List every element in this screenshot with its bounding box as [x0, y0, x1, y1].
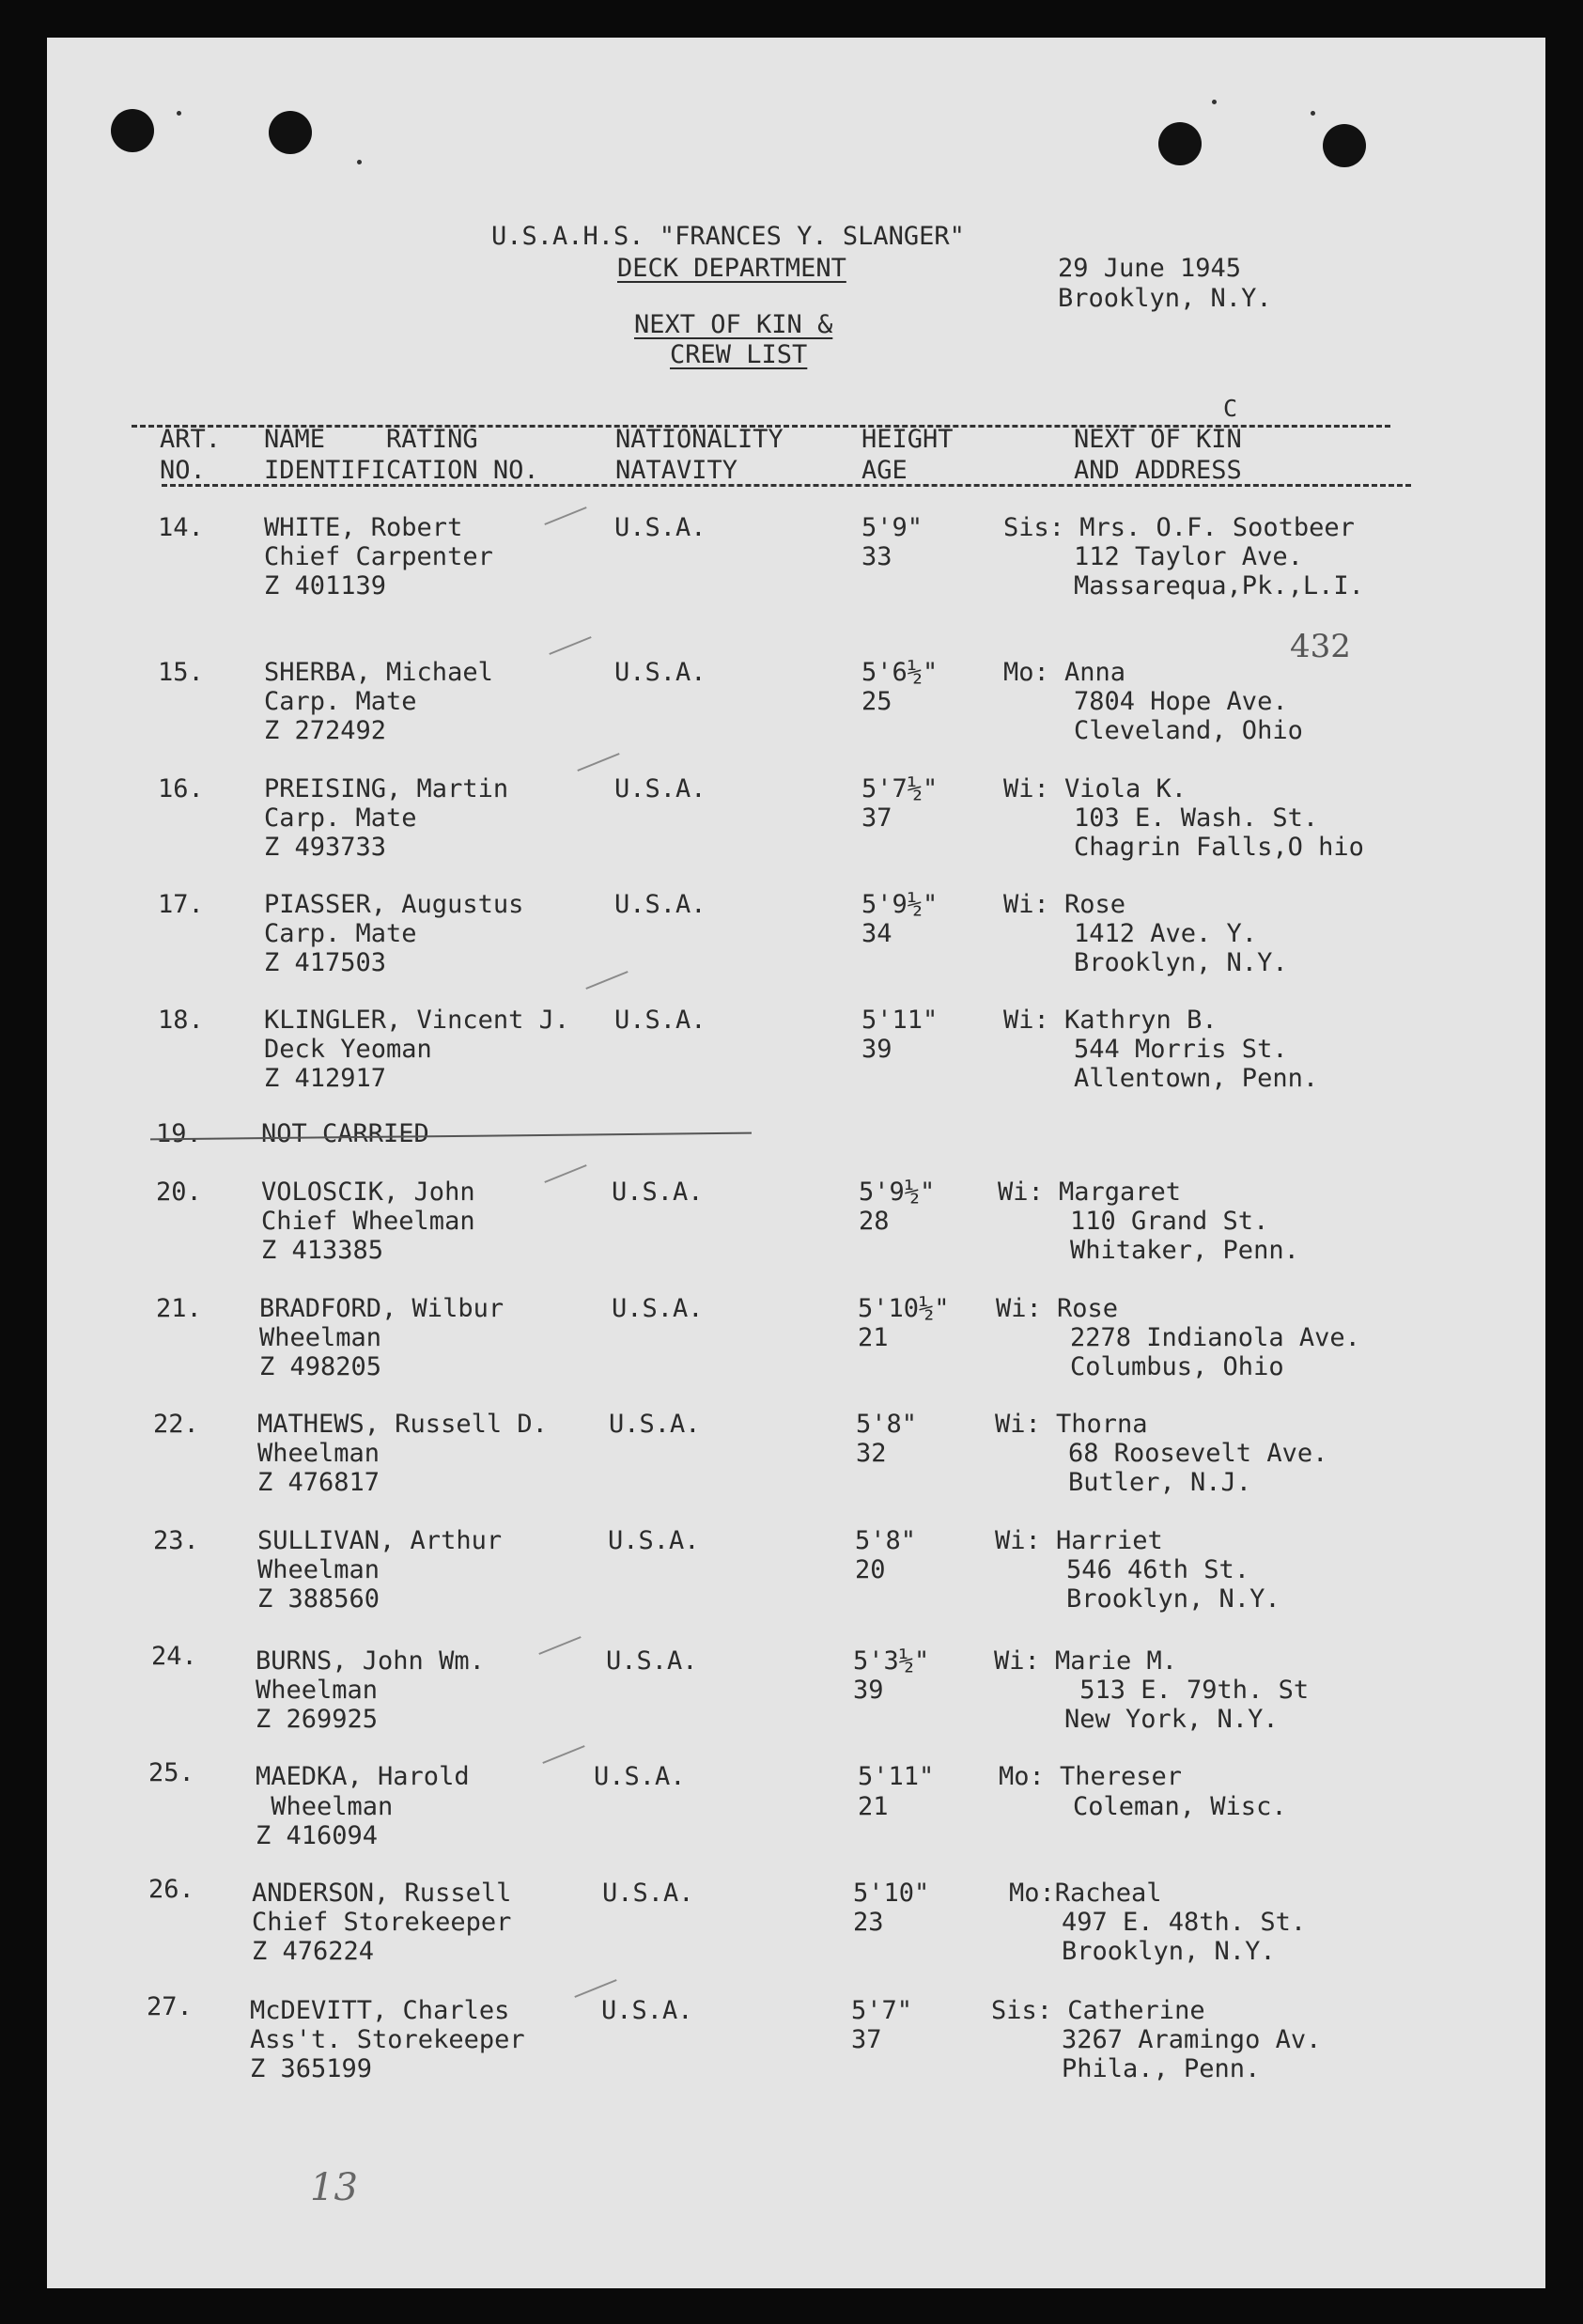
entry-name: VOLOSCIK, John [261, 1178, 475, 1207]
entry-height: 5'7½" [861, 774, 939, 803]
entry-age: 37 [851, 2025, 882, 2054]
entry-rating: Chief Storekeeper [252, 1908, 512, 1937]
entry-rating: Carp. Mate [264, 919, 417, 948]
entry-next-of-kin: Wi: Thorna [995, 1410, 1148, 1439]
entry-name: NOT CARRIED [261, 1119, 429, 1148]
document-date: 29 June 1945 [1058, 254, 1242, 283]
entry-id: Z 413385 [261, 1236, 384, 1265]
entry-age: 32 [856, 1439, 887, 1468]
entry-id: Z 498205 [259, 1352, 382, 1381]
entry-address-line-2: Allentown, Penn. [1074, 1064, 1319, 1093]
entry-age: 20 [855, 1555, 886, 1584]
entry-number: 15. [158, 658, 204, 687]
col-height-line-2: AGE [861, 456, 908, 485]
speck [1212, 100, 1217, 104]
punch-hole [269, 111, 312, 154]
entry-name: WHITE, Robert [264, 513, 463, 542]
entry-age: 23 [853, 1908, 884, 1937]
entry-name: BRADFORD, Wilbur [259, 1294, 504, 1323]
entry-rating: Chief Wheelman [261, 1207, 475, 1236]
col-name-line-2: IDENTIFICATION NO. [264, 456, 539, 485]
entry-height: 5'7" [851, 1996, 913, 2025]
entry-address-line-2: Cleveland, Ohio [1074, 716, 1303, 745]
entry-address-line-1: 112 Taylor Ave. [1074, 542, 1303, 571]
speck [357, 160, 362, 164]
entry-next-of-kin: Wi: Margaret [998, 1178, 1182, 1207]
entry-number: 22. [153, 1410, 199, 1439]
entry-height: 5'8" [855, 1526, 917, 1555]
entry-id: Z 401139 [264, 571, 387, 600]
speck [177, 111, 181, 116]
entry-height: 5'8" [856, 1410, 918, 1439]
entry-nationality: U.S.A. [614, 774, 706, 803]
entry-rating: Carp. Mate [264, 803, 417, 833]
speck [1311, 111, 1315, 116]
entry-age: 21 [858, 1792, 889, 1821]
entry-name: PREISING, Martin [264, 774, 509, 803]
entry-name: SULLIVAN, Arthur [257, 1526, 503, 1555]
entry-id: Z 272492 [264, 716, 387, 745]
entry-number: 18. [158, 1006, 204, 1035]
entry-nationality: U.S.A. [612, 1178, 704, 1207]
entry-rating: Wheelman [256, 1676, 379, 1705]
entry-number: 16. [158, 774, 204, 803]
entry-age: 39 [853, 1676, 884, 1705]
entry-nationality: U.S.A. [614, 513, 706, 542]
entry-address-line-2: Phila., Penn. [1062, 2054, 1261, 2083]
entry-next-of-kin: Mo: Anna [1003, 658, 1126, 687]
punch-hole [111, 109, 154, 152]
entry-next-of-kin: Sis: Mrs. O.F. Sootbeer [1003, 513, 1355, 542]
entry-age: 37 [861, 803, 892, 833]
entry-id: Z 416094 [256, 1821, 379, 1850]
entry-rating: Ass't. Storekeeper [250, 2025, 525, 2054]
entry-nationality: U.S.A. [614, 1006, 706, 1035]
entry-nationality: U.S.A. [602, 1879, 694, 1908]
list-title-line-2: CREW LIST [670, 340, 808, 369]
entry-id: Z 412917 [264, 1064, 387, 1093]
entry-nationality: U.S.A. [612, 1294, 704, 1323]
punch-hole [1323, 124, 1366, 167]
entry-next-of-kin: Mo:Racheal [1009, 1879, 1162, 1908]
entry-name: BURNS, John Wm. [256, 1646, 485, 1676]
kin-column-mark: C [1223, 395, 1238, 422]
entry-id: Z 476817 [257, 1468, 380, 1497]
entry-address-line-2: Whitaker, Penn. [1070, 1236, 1299, 1265]
entry-rating: Wheelman [256, 1792, 394, 1821]
entry-name: ANDERSON, Russell [252, 1879, 512, 1908]
entry-nationality: U.S.A. [606, 1646, 698, 1676]
entry-height: 5'11" [858, 1762, 935, 1791]
col-art-line-1: ART. [160, 425, 222, 454]
entry-next-of-kin: Wi: Rose [996, 1294, 1119, 1323]
entry-name: MAEDKA, Harold [256, 1762, 470, 1791]
entry-id: Z 476224 [252, 1937, 375, 1966]
entry-name: SHERBA, Michael [264, 658, 493, 687]
list-title-line-1: NEXT OF KIN & [634, 310, 833, 339]
entry-address-line-1: 110 Grand St. [1070, 1207, 1269, 1236]
entry-address-line-1: 513 E. 79th. St [1064, 1676, 1310, 1705]
entry-height: 5'10" [853, 1879, 930, 1908]
document-place: Brooklyn, N.Y. [1058, 284, 1272, 313]
entry-name: MATHEWS, Russell D. [257, 1410, 548, 1439]
entry-number: 25. [148, 1758, 194, 1787]
entry-address-line-2: Butler, N.J. [1068, 1468, 1252, 1497]
entry-name: McDEVITT, Charles [250, 1996, 510, 2025]
entry-age: 21 [858, 1323, 889, 1352]
entry-number: 27. [147, 1992, 193, 2021]
entry-address-line-2: New York, N.Y. [1064, 1705, 1279, 1734]
entry-height: 5'11" [861, 1006, 939, 1035]
entry-height: 5'6½" [861, 658, 939, 687]
entry-rating: Chief Carpenter [264, 542, 493, 571]
entry-address-line-1: 7804 Hope Ave. [1074, 687, 1288, 716]
entry-age: 28 [859, 1207, 890, 1236]
entry-next-of-kin: Wi: Harriet [995, 1526, 1163, 1555]
ship-title: U.S.A.H.S. "FRANCES Y. SLANGER" [491, 222, 965, 251]
entry-number: 19. [156, 1119, 202, 1148]
entry-rating: Wheelman [259, 1323, 382, 1352]
col-art-line-2: NO. [160, 456, 206, 485]
entry-id: Z 493733 [264, 833, 387, 862]
entry-address-line-1: 2278 Indianola Ave. [1070, 1323, 1360, 1352]
entry-number: 20. [156, 1178, 202, 1207]
entry-height: 5'3½" [853, 1646, 930, 1676]
entry-id: Z 388560 [257, 1584, 380, 1614]
entry-rating: Wheelman [257, 1555, 380, 1584]
col-name-line-1: NAME RATING [264, 425, 478, 454]
entry-address-line-1: Coleman, Wisc. [1073, 1792, 1287, 1821]
entry-next-of-kin: Wi: Kathryn B. [1003, 1006, 1218, 1035]
entry-next-of-kin: Mo: Thereser [999, 1762, 1183, 1791]
entry-nationality: U.S.A. [609, 1410, 701, 1439]
col-kin-line-1: NEXT OF KIN [1074, 425, 1242, 454]
entry-address-line-1: 1412 Ave. Y. [1074, 919, 1258, 948]
entry-id: Z 417503 [264, 948, 387, 977]
entry-next-of-kin: Wi: Rose [1003, 890, 1126, 919]
col-kin-line-2: AND ADDRESS [1074, 456, 1242, 485]
entry-rating: Deck Yeoman [264, 1035, 432, 1064]
entry-name: PIASSER, Augustus [264, 890, 524, 919]
entry-number: 14. [158, 513, 204, 542]
entry-next-of-kin: Wi: Marie M. [994, 1646, 1178, 1676]
entry-address-line-1: 546 46th St. [1066, 1555, 1250, 1584]
stamped-page-number: 432 [1290, 628, 1351, 665]
entry-rating: Carp. Mate [264, 687, 417, 716]
entry-address-line-2: Brooklyn, N.Y. [1066, 1584, 1280, 1614]
entry-height: 5'10½" [858, 1294, 950, 1323]
entry-address-line-1: 68 Roosevelt Ave. [1068, 1439, 1328, 1468]
entry-nationality: U.S.A. [594, 1762, 686, 1791]
department-title: DECK DEPARTMENT [617, 254, 846, 283]
entry-number: 24. [151, 1642, 197, 1671]
entry-address-line-2: Chagrin Falls,O hio [1074, 833, 1364, 862]
entry-nationality: U.S.A. [614, 890, 706, 919]
entry-age: 39 [861, 1035, 892, 1064]
entry-address-line-1: 544 Morris St. [1074, 1035, 1288, 1064]
entry-name: KLINGLER, Vincent J. [264, 1006, 570, 1035]
entry-age: 25 [861, 687, 892, 716]
entry-next-of-kin: Sis: Catherine [991, 1996, 1205, 2025]
entry-height: 5'9½" [861, 890, 939, 919]
entry-id: Z 269925 [256, 1705, 379, 1734]
entry-number: 26. [148, 1875, 194, 1904]
entry-number: 23. [153, 1526, 199, 1555]
punch-hole [1158, 122, 1202, 165]
entry-age: 34 [861, 919, 892, 948]
entry-nationality: U.S.A. [608, 1526, 700, 1555]
entry-nationality: U.S.A. [614, 658, 706, 687]
entry-id: Z 365199 [250, 2054, 373, 2083]
entry-address-line-2: Massarequa,Pk.,L.I. [1074, 571, 1364, 600]
entry-next-of-kin: Wi: Viola K. [1003, 774, 1187, 803]
entry-address-line-1: 103 E. Wash. St. [1074, 803, 1319, 833]
col-nationality-line-1: NATIONALITY [615, 425, 784, 454]
entry-address-line-2: Columbus, Ohio [1070, 1352, 1284, 1381]
entry-address-line-2: Brooklyn, N.Y. [1062, 1937, 1276, 1966]
entry-number: 17. [158, 890, 204, 919]
handwritten-page-number: 13 [310, 2166, 358, 2209]
entry-age: 33 [861, 542, 892, 571]
col-height-line-1: HEIGHT [861, 425, 954, 454]
entry-height: 5'9" [861, 513, 923, 542]
entry-rating: Wheelman [257, 1439, 380, 1468]
entry-address-line-2: Brooklyn, N.Y. [1074, 948, 1288, 977]
entry-nationality: U.S.A. [601, 1996, 693, 2025]
entry-height: 5'9½" [859, 1178, 936, 1207]
entry-address-line-1: 3267 Aramingo Av. [1062, 2025, 1322, 2054]
entry-address-line-1: 497 E. 48th. St. [1062, 1908, 1307, 1937]
entry-number: 21. [156, 1294, 202, 1323]
col-nationality-line-2: NATAVITY [615, 456, 738, 485]
